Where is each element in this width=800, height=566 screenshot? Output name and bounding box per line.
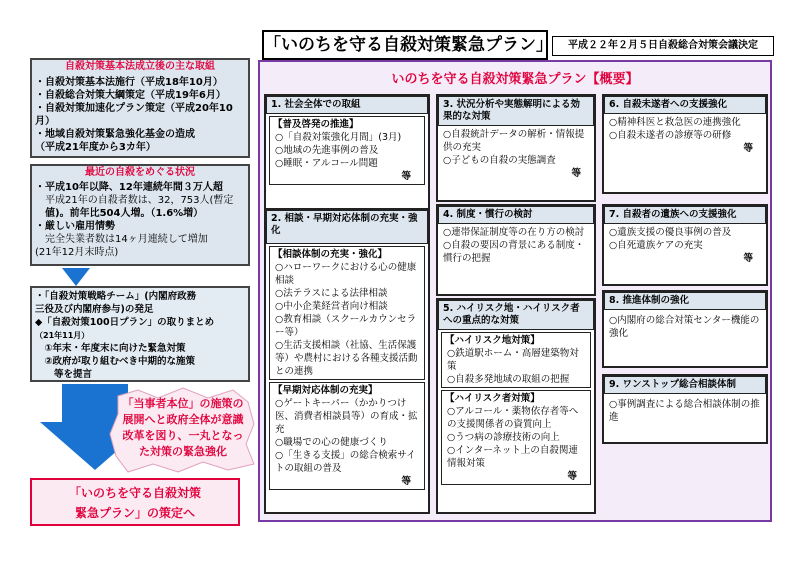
list-item: ○教育相談（スクールカウンセラー等） xyxy=(275,314,417,338)
list-item: ・自殺対策基本法施行（平成18年10月） xyxy=(35,77,223,88)
panel-strategy-team-list xyxy=(32,288,248,383)
measure-box-6 xyxy=(602,94,768,194)
sub-title: 【ハイリスク者対策】 xyxy=(445,393,540,404)
measure-box-8-body xyxy=(604,310,766,344)
panel-strategy-team xyxy=(30,286,250,382)
measure-box-9-head: 9. ワンストップ総合相談体制 xyxy=(604,376,766,394)
page-title: 「いのちを守る自殺対策緊急プラン」 xyxy=(262,30,548,60)
list-item: ・厳しい雇用情勢 xyxy=(35,221,115,232)
list-item: ○「生きる支援」の総合検索サイトの取組の普及 xyxy=(275,450,416,474)
measure-box-5 xyxy=(436,298,596,514)
result-line-2: 緊急プラン」の策定へ xyxy=(74,506,195,520)
list-item: ①年末・年度末に向けた緊急対策 xyxy=(35,343,186,354)
measure-box-7 xyxy=(602,204,768,286)
list-item: ○自殺多発地域の取組の把握 xyxy=(447,374,570,385)
list-item: ・自殺総合対策大綱策定（平成19年6月） xyxy=(35,90,226,101)
list-item: ○自殺統計データの解析・情報提供の充実 xyxy=(443,129,585,153)
sub-title: 【普及啓発の推進】 xyxy=(273,119,359,130)
etc-label: 等 xyxy=(567,471,577,482)
list-item: ○子どもの自殺の実態調査 xyxy=(443,155,556,166)
list-item: ○うつ病の診療技術の向上 xyxy=(447,432,560,443)
list-item: ○職場での心の健康づくり xyxy=(275,437,388,448)
list-item: ○法テラスによる法律相談 xyxy=(275,288,388,299)
list-item: ②政府が取り組むべき中期的な施策 xyxy=(35,356,196,367)
overview-frame xyxy=(258,60,772,522)
etc-label: 等 xyxy=(571,168,581,179)
measure-box-5-head: 5. ハイリスク地・ハイリスク者への重点的な対策 xyxy=(438,300,594,330)
list-item: ○自殺未遂者の診療等の研修 xyxy=(609,130,732,141)
list-item: ○精神科医と救急医の連携強化 xyxy=(609,117,741,128)
list-item: ○事例調査による総合相談体制の推進 xyxy=(609,399,760,423)
burst-text: 「当事者本位」の施策の展開へと政府全体が意識改革を図り、一丸となった対策の緊急強化 xyxy=(122,397,244,458)
list-item: ○遺族支援の優良事例の普及 xyxy=(609,227,732,238)
list-item: ○ハローワークにおける心の健康相談 xyxy=(275,262,417,286)
result-box xyxy=(30,478,240,526)
measure-box-9-body xyxy=(604,394,766,428)
panel-main-efforts-head: 自殺対策基本法成立後の主な取組 xyxy=(65,61,215,72)
panel-recent-situation-list xyxy=(32,180,248,260)
list-item: ・「自殺対策戦略チーム」(内閣府政務 xyxy=(35,291,197,302)
measure-box-2-sub2 xyxy=(269,382,425,490)
list-item: ・自殺対策加速化プラン策定（平成20年10月） xyxy=(35,103,233,127)
list-item: ○「自殺対策強化月間」(3月) xyxy=(275,132,402,143)
measure-box-3-head: 3. 状況分析や実態解明による効果的な対策 xyxy=(438,96,594,126)
list-item: ○自死遺族ケアの充実 xyxy=(609,240,703,251)
measure-box-9 xyxy=(602,374,768,444)
measure-box-2-sub1 xyxy=(269,246,425,380)
etc-label: 等 xyxy=(743,253,753,264)
list-item: ・地域自殺対策緊急強化基金の造成 xyxy=(35,129,195,140)
result-line-1: 「いのちを守る自殺対策 xyxy=(68,486,201,500)
list-item: 平成21年の自殺者数は、32，753人(暫定 xyxy=(35,195,234,206)
measure-box-3 xyxy=(436,94,596,202)
panel-main-efforts-list xyxy=(32,74,248,156)
list-item: ・平成10年以降、12年連続年間３万人超 xyxy=(35,182,223,193)
list-item: 値)。前年比504人増。（1.6%増） xyxy=(35,208,204,219)
measure-box-2-head: 2. 相談・早期対応体制の充実・強化 xyxy=(266,210,428,244)
list-item: ○鉄道駅ホーム・高層建築物対策 xyxy=(447,348,579,372)
list-item: ○連帯保証制度等の在り方の検討 xyxy=(443,227,585,238)
sub-title: 【相談体制の充実・強化】 xyxy=(273,249,388,260)
etc-label: 等 xyxy=(401,171,411,182)
measure-box-1-sub xyxy=(269,116,425,185)
list-item: (21年12月末時点) xyxy=(35,247,119,258)
down-arrow-icon xyxy=(62,268,90,286)
panel-recent-situation xyxy=(30,164,250,266)
measure-box-4-body xyxy=(438,224,594,267)
measure-box-1-head: 1. 社会全体での取組 xyxy=(266,96,428,114)
measure-box-7-body xyxy=(604,224,766,267)
measure-box-2 xyxy=(264,208,430,514)
panel-recent-situation-head: 最近の自殺をめぐる状況 xyxy=(85,167,195,178)
etc-label: 等 xyxy=(743,143,753,154)
list-item: ○内閣府の総合対策センター機能の強化 xyxy=(609,315,760,339)
measure-box-5-sub1 xyxy=(441,332,591,388)
measure-box-8 xyxy=(602,290,768,368)
list-item: ◆「自殺対策100日プラン」の取りまとめ xyxy=(35,317,215,328)
list-item: ○生活支援相談（社協、生活保護等）や農村における各種支援活動との連携 xyxy=(275,340,418,377)
measure-box-6-head: 6. 自殺未遂者への支援強化 xyxy=(604,96,766,114)
sub-title: 【早期対応体制の充実】 xyxy=(273,385,378,396)
overview-head: いのちを守る自殺対策緊急プラン【概要】 xyxy=(391,72,639,87)
measure-box-6-body xyxy=(604,114,766,157)
measure-box-5-sub2 xyxy=(441,390,591,485)
sub-title: 【ハイリスク地対策】 xyxy=(445,335,540,346)
list-item: ○インターネット上の自殺関連情報対策 xyxy=(447,445,578,469)
measure-box-7-head: 7. 自殺者の遺族への支援強化 xyxy=(604,206,766,224)
measure-box-1 xyxy=(264,94,430,218)
measure-box-4-head: 4. 制度・慣行の検討 xyxy=(438,206,594,224)
decision-note: 平成２２年２月５日自殺総合対策会議決定 xyxy=(552,36,774,56)
list-item: ○睡眠・アルコール問題 xyxy=(275,158,378,169)
list-item: ○アルコール・薬物依存者等への支援関係者の資質向上 xyxy=(447,406,579,430)
list-item: （21年11月） xyxy=(35,331,90,340)
list-item: ○自殺の要因の背景にある制度・慣行の把握 xyxy=(443,240,585,264)
list-item: ○中小企業経営者向け相談 xyxy=(275,301,388,312)
etc-label: 等 xyxy=(401,476,411,487)
list-item: 完全失業者数は14ヶ月連続して増加 xyxy=(35,234,208,245)
measure-box-3-body xyxy=(438,126,594,182)
measure-box-4 xyxy=(436,204,596,296)
list-item: 等を提言 xyxy=(35,369,93,380)
measure-box-8-head: 8. 推進体制の強化 xyxy=(604,292,766,310)
panel-main-efforts xyxy=(30,58,250,158)
list-item: ○ゲートキーパー（かかりつけ医、消費者相談員等）の育成・拡充 xyxy=(275,398,418,435)
list-item: ○地域の先進事例の普及 xyxy=(275,145,379,156)
list-item: （平成21年度から3カ年） xyxy=(35,142,156,153)
list-item: 三役及び内閣府参与)の発足 xyxy=(35,304,154,315)
